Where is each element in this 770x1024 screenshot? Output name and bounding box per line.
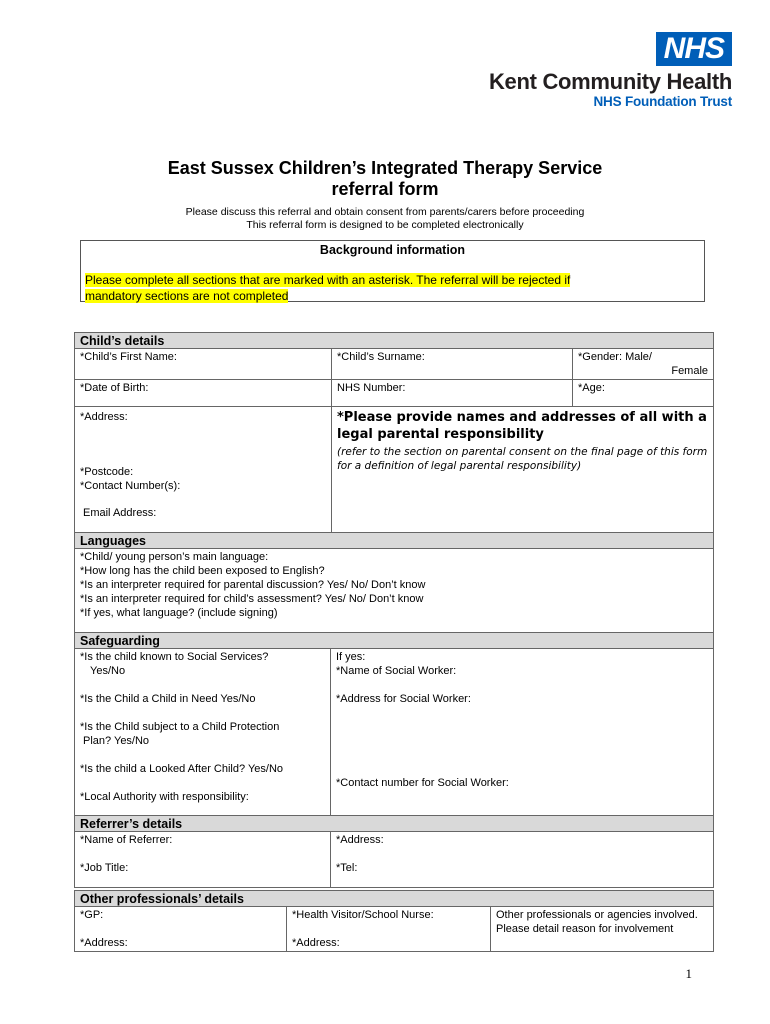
if-yes-label: If yes: [336, 651, 366, 663]
legal-responsibility-title: *Please provide names and addresses of all with a legal parental responsibility [337, 410, 707, 442]
email-label: Email Address: [83, 507, 157, 519]
health-visitor-label: *Health Visitor/School Nurse: [292, 909, 434, 921]
child-in-need-question: *Is the Child a Child in Need Yes/No [80, 693, 256, 705]
form-title: East Sussex Children’s Integrated Therapy Service [167, 158, 603, 178]
trust-name: NHS Foundation Trust [593, 94, 732, 109]
health-visitor-field[interactable] [287, 907, 491, 952]
social-worker-name-label: *Name of Social Worker: [336, 665, 457, 677]
organisation-name: Kent Community Health [488, 69, 732, 94]
age-field[interactable]: *Age: [573, 380, 714, 407]
social-services-question: *Is the child known to Social Services? [80, 651, 269, 663]
warning-line-2: mandatory sections are not completed [85, 289, 289, 303]
job-title-label: *Job Title: [80, 862, 129, 874]
language-line: *Child/ young person’s main language: [80, 551, 269, 563]
contact-number-label: *Contact Number(s): [80, 480, 181, 492]
referrer-left[interactable] [75, 832, 331, 888]
gender-label: *Gender: Male/ [578, 351, 652, 363]
language-line: *How long has the child been exposed to English? [80, 565, 325, 577]
referrer-name-label: *Name of Referrer: [80, 834, 173, 846]
local-authority-label: *Local Authority with responsibility: [80, 791, 249, 803]
language-line: *If yes, what language? (include signing) [80, 607, 278, 619]
other-professionals-heading: Other professionals’ details [75, 891, 714, 907]
social-services-answer: Yes/No [90, 665, 126, 677]
form-title-block [0, 158, 770, 232]
child-protection-answer: Plan? Yes/No [83, 735, 150, 747]
safeguarding-table [74, 632, 714, 888]
other-agencies-field[interactable]: Other professionals or agencies involved. Please detail reason for involvement [491, 907, 714, 952]
legal-responsibility-field[interactable] [332, 407, 714, 533]
consent-instruction: Please discuss this referral and obtain consent from parents/carers before proceeding [185, 206, 585, 218]
gender-label-female: Female [671, 365, 709, 377]
gp-field[interactable] [75, 907, 287, 952]
nhs-badge: NHS [656, 32, 732, 66]
gp-address-label: *Address: [80, 937, 128, 949]
child-details-heading: Child’s details [75, 333, 714, 349]
child-protection-question: *Is the Child subject to a Child Protection [80, 721, 280, 733]
safeguarding-heading: Safeguarding [75, 633, 714, 649]
social-worker-contact-label: *Contact number for Social Worker: [336, 777, 509, 789]
address-field[interactable] [75, 407, 332, 533]
warning-line-1: Please complete all sections that are marked with an asterisk. The referral will be rejected if [85, 273, 571, 287]
electronic-instruction: This referral form is designed to be completed electronically [246, 219, 524, 231]
nhs-logo [432, 32, 732, 109]
languages-field[interactable] [75, 549, 714, 633]
language-line: *Is an interpreter required for child’s assessment? Yes/ No/ Don’t know [80, 593, 424, 605]
background-heading: Background information [319, 243, 466, 257]
referrer-right[interactable] [331, 832, 714, 888]
page-number: 1 [685, 966, 692, 981]
date-of-birth-field[interactable]: *Date of Birth: [75, 380, 332, 407]
languages-heading: Languages [75, 533, 714, 549]
legal-responsibility-note: (refer to the section on parental consent on the final page of this form for a definition of legal parental responsibility) [337, 446, 708, 472]
gender-field[interactable] [573, 349, 714, 380]
safeguarding-questions[interactable] [75, 649, 331, 816]
address-label: *Address: [80, 411, 128, 423]
child-details-table [74, 332, 714, 633]
looked-after-question: *Is the child a Looked After Child? Yes/No [80, 763, 284, 775]
social-worker-details[interactable] [331, 649, 714, 816]
referrer-heading: Referrer’s details [75, 816, 714, 832]
background-information-box [80, 240, 705, 302]
referrer-address-label: *Address: [336, 834, 384, 846]
form-title-line2: referral form [331, 179, 439, 199]
child-surname-field[interactable]: *Child’s Surname: [332, 349, 573, 380]
other-professionals-table [74, 890, 714, 952]
referrer-tel-label: *Tel: [336, 862, 358, 874]
nhs-number-field[interactable]: NHS Number: [332, 380, 573, 407]
language-line: *Is an interpreter required for parental discussion? Yes/ No/ Don’t know [80, 579, 426, 591]
child-first-name-field[interactable]: *Child’s First Name: [75, 349, 332, 380]
postcode-label: *Postcode: [80, 466, 134, 478]
social-worker-address-label: *Address for Social Worker: [336, 693, 471, 705]
background-warning [85, 272, 700, 304]
health-visitor-address-label: *Address: [292, 937, 340, 949]
gp-label: *GP: [80, 909, 104, 921]
